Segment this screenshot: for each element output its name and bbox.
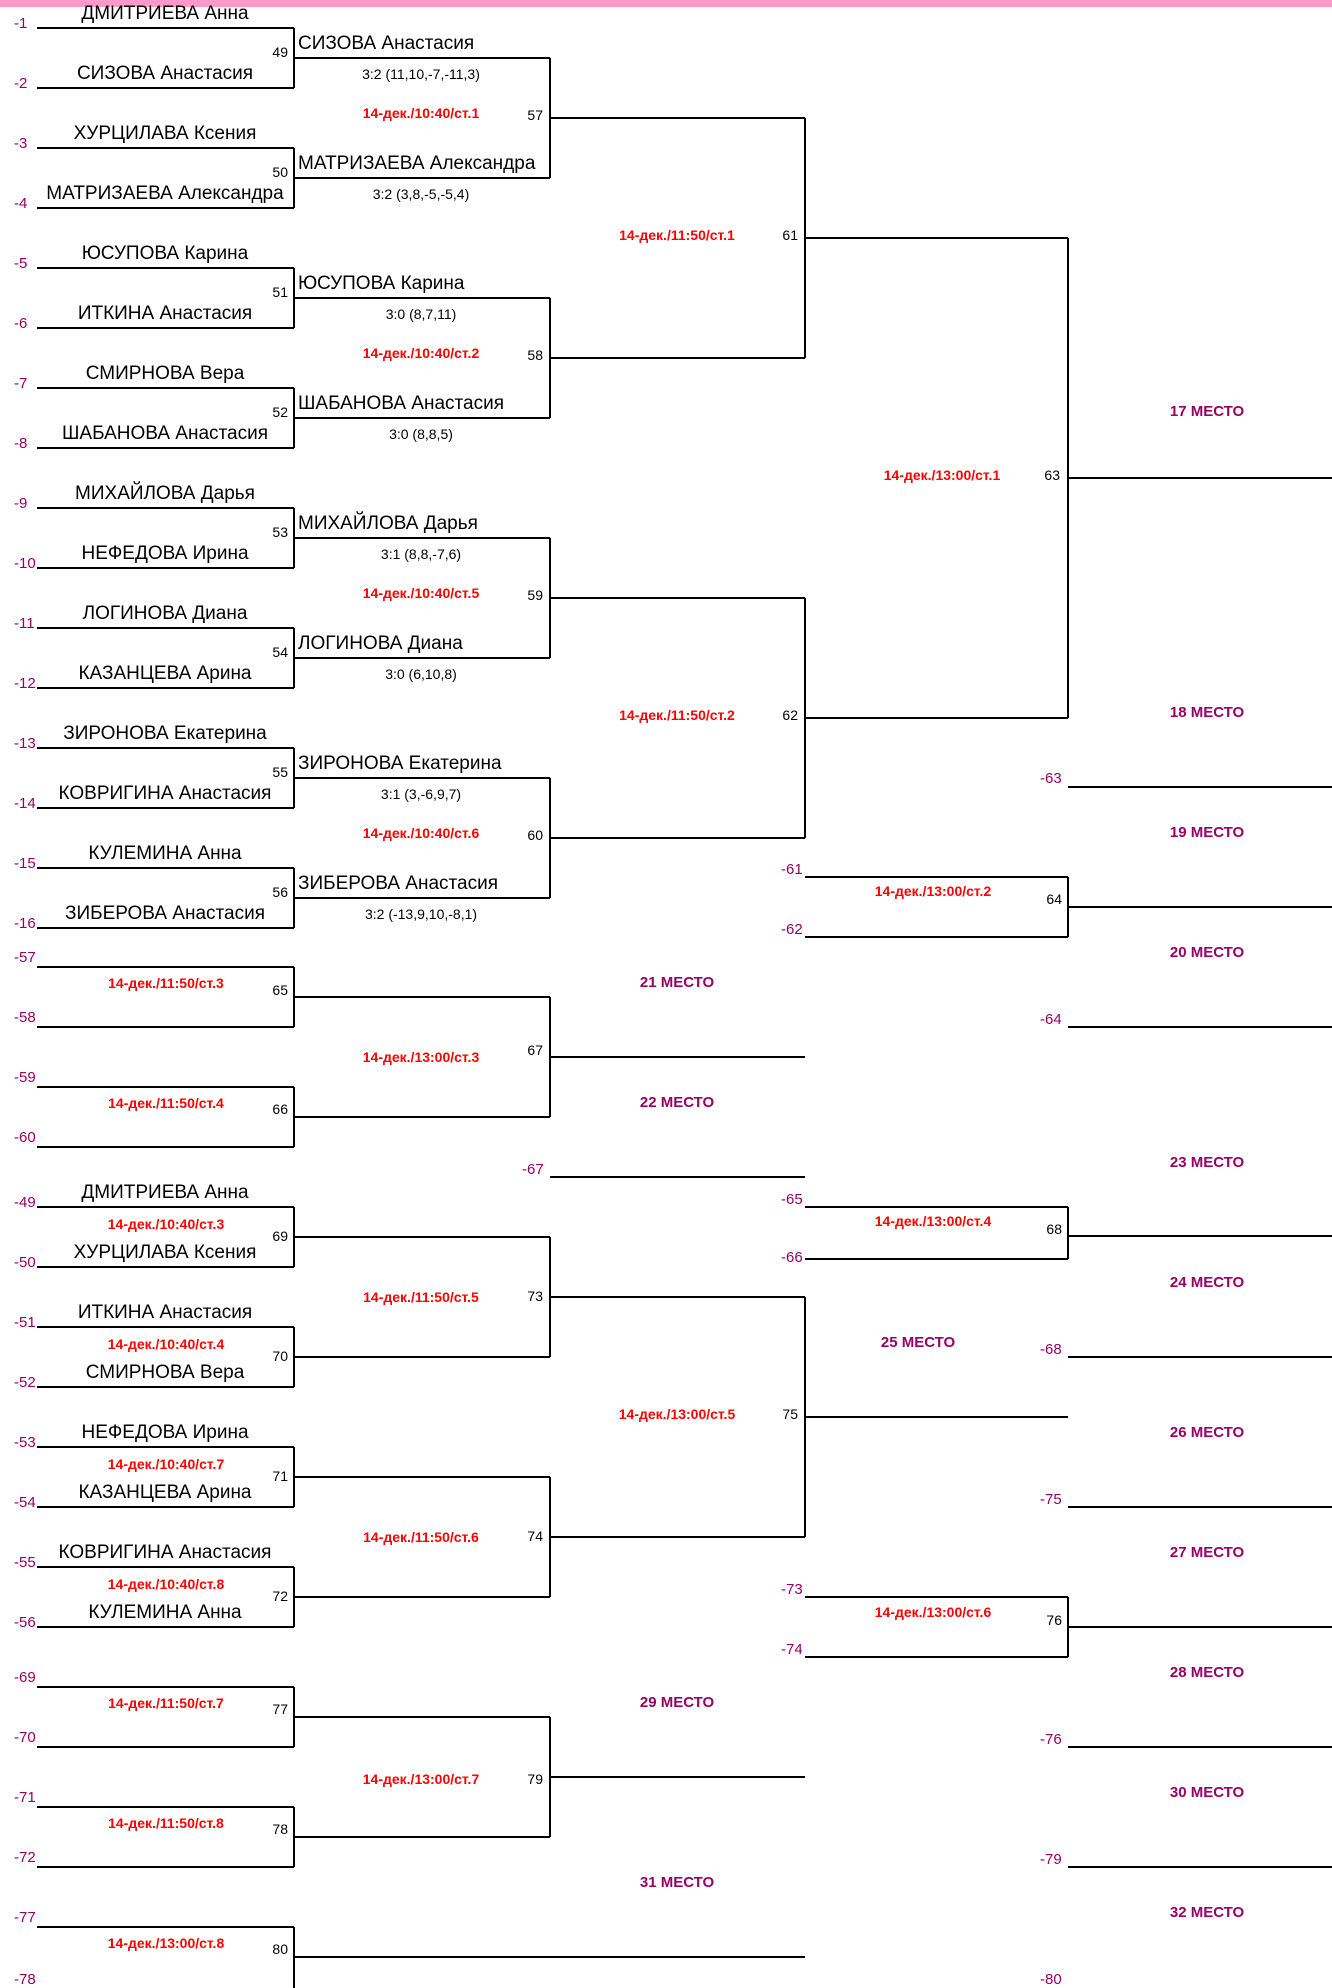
player-name: ИТКИНА Анастасия xyxy=(77,303,253,324)
match-schedule: 14-дек./13:00/ст.7 xyxy=(362,1771,480,1787)
place-label: 24 МЕСТО xyxy=(1169,1274,1245,1291)
seed-label: -16 xyxy=(14,915,36,932)
seed-label: -51 xyxy=(14,1314,36,1331)
match-schedule: 14-дек./10:40/ст.1 xyxy=(362,105,480,121)
seed-label: -9 xyxy=(14,495,28,512)
seed-label: -69 xyxy=(14,1669,36,1686)
player-name: КУЛЕМИНА Анна xyxy=(88,843,242,864)
match-schedule: 14-дек./13:00/ст.5 xyxy=(618,1406,736,1422)
seed-label: -1 xyxy=(14,15,28,32)
match-number: 67 xyxy=(527,1042,543,1058)
match-schedule: 14-дек./13:00/ст.6 xyxy=(874,1604,992,1620)
seed-label: -12 xyxy=(14,675,36,692)
match-schedule: 14-дек./11:50/ст.6 xyxy=(363,1529,479,1545)
winner-name: ЮСУПОВА Карина xyxy=(298,273,465,294)
match-number: 61 xyxy=(782,227,798,243)
seed-label: -66 xyxy=(781,1249,803,1266)
match-number: 50 xyxy=(272,164,288,180)
match-schedule: 14-дек./13:00/ст.4 xyxy=(874,1213,992,1229)
seed-label: -7 xyxy=(14,375,28,392)
match-number: 73 xyxy=(527,1288,543,1304)
winner-name: МИХАЙЛОВА Дарья xyxy=(298,513,478,534)
player-name: МИХАЙЛОВА Дарья xyxy=(75,483,255,504)
match-number: 62 xyxy=(782,707,798,723)
place-label: 21 МЕСТО xyxy=(639,974,715,991)
winner-name: ЗИРОНОВА Екатерина xyxy=(298,753,502,774)
match-schedule: 14-дек./10:40/ст.4 xyxy=(107,1336,225,1352)
match-schedule: 14-дек./13:00/ст.1 xyxy=(883,467,1001,483)
match-number: 65 xyxy=(272,982,288,998)
seed-label: -68 xyxy=(1040,1341,1062,1358)
seed-label: -15 xyxy=(14,855,36,872)
winner-name: СИЗОВА Анастасия xyxy=(298,33,475,54)
place-label: 26 МЕСТО xyxy=(1169,1424,1245,1441)
match-number: 59 xyxy=(527,587,543,603)
player-name: ЮСУПОВА Карина xyxy=(81,243,249,264)
place-label: 20 МЕСТО xyxy=(1169,944,1245,961)
match-number: 76 xyxy=(1046,1612,1062,1628)
match-score: 3:0 (8,8,5) xyxy=(389,426,453,442)
match-number: 74 xyxy=(527,1528,543,1544)
seed-label: -71 xyxy=(14,1789,36,1806)
player-name: МАТРИЗАЕВА Александра xyxy=(46,183,284,204)
seed-label: -61 xyxy=(781,861,803,878)
seed-label: -14 xyxy=(14,795,36,812)
match-score: 3:2 (3,8,-5,-5,4) xyxy=(372,186,470,202)
match-number: 79 xyxy=(527,1771,543,1787)
seed-label: -76 xyxy=(1040,1731,1062,1748)
match-number: 80 xyxy=(272,1941,288,1957)
match-number: 53 xyxy=(272,524,288,540)
winner-name: ЛОГИНОВА Диана xyxy=(298,633,463,654)
match-number: 75 xyxy=(782,1406,798,1422)
match-number: 66 xyxy=(272,1101,288,1117)
seed-label: -65 xyxy=(781,1191,803,1208)
seed-label: -80 xyxy=(1040,1971,1062,1988)
seed-label: -11 xyxy=(14,615,35,632)
match-schedule: 14-дек./11:50/ст.2 xyxy=(619,707,735,723)
seed-label: -67 xyxy=(522,1161,544,1178)
player-name: СМИРНОВА Вера xyxy=(85,363,245,384)
match-number: 49 xyxy=(272,44,288,60)
player-name: ХУРЦИЛАВА Ксения xyxy=(73,123,257,144)
seed-label: -2 xyxy=(14,75,28,92)
match-score: 3:1 (8,8,-7,6) xyxy=(380,546,462,562)
player-name: СМИРНОВА Вера xyxy=(85,1362,245,1383)
player-name: ЗИБЕРОВА Анастасия xyxy=(65,903,265,924)
player-name: КОВРИГИНА Анастасия xyxy=(58,783,272,804)
place-label: 23 МЕСТО xyxy=(1169,1154,1245,1171)
match-score: 3:2 (11,10,-7,-11,3) xyxy=(362,66,480,82)
seed-label: -72 xyxy=(14,1849,36,1866)
player-name: ДМИТРИЕВА Анна xyxy=(81,3,249,24)
match-number: 70 xyxy=(272,1348,288,1364)
match-number: 64 xyxy=(1046,891,1062,907)
match-schedule: 14-дек./10:40/ст.3 xyxy=(107,1216,225,1232)
seed-label: -63 xyxy=(1040,770,1062,787)
match-score: 3:0 (8,7,11) xyxy=(385,306,457,322)
match-number: 51 xyxy=(272,284,288,300)
seed-label: -57 xyxy=(14,949,36,966)
match-number: 56 xyxy=(272,884,288,900)
seed-label: -64 xyxy=(1040,1011,1062,1028)
match-score: 3:0 (6,10,8) xyxy=(385,666,457,682)
match-number: 71 xyxy=(272,1468,288,1484)
seed-label: -53 xyxy=(14,1434,36,1451)
match-number: 72 xyxy=(272,1588,288,1604)
player-name: КУЛЕМИНА Анна xyxy=(88,1602,242,1623)
player-name: КАЗАНЦЕВА Арина xyxy=(78,1482,252,1503)
seed-label: -56 xyxy=(14,1614,36,1631)
match-schedule: 14-дек./11:50/ст.7 xyxy=(108,1695,224,1711)
match-number: 52 xyxy=(272,404,288,420)
seed-label: -13 xyxy=(14,735,36,752)
place-label: 29 МЕСТО xyxy=(639,1694,715,1711)
match-schedule: 14-дек./13:00/ст.3 xyxy=(362,1049,480,1065)
seed-label: -78 xyxy=(14,1971,36,1988)
seed-label: -75 xyxy=(1040,1491,1062,1508)
winner-name: ШАБАНОВА Анастасия xyxy=(298,393,504,414)
player-name: СИЗОВА Анастасия xyxy=(76,63,254,84)
match-number: 77 xyxy=(272,1701,288,1717)
match-number: 55 xyxy=(272,764,288,780)
match-score: 3:2 (-13,9,10,-8,1) xyxy=(364,906,478,922)
match-number: 54 xyxy=(272,644,288,660)
seed-label: -74 xyxy=(781,1641,803,1658)
place-label: 32 МЕСТО xyxy=(1169,1904,1245,1921)
match-schedule: 14-дек./11:50/ст.8 xyxy=(108,1815,224,1831)
seed-label: -8 xyxy=(14,435,28,452)
seed-label: -62 xyxy=(781,921,803,938)
place-label: 17 МЕСТО xyxy=(1169,403,1245,420)
place-label: 28 МЕСТО xyxy=(1169,1664,1245,1681)
match-schedule: 14-дек./10:40/ст.6 xyxy=(362,825,480,841)
player-name: ИТКИНА Анастасия xyxy=(77,1302,253,1323)
player-name: ЗИРОНОВА Екатерина xyxy=(63,723,267,744)
seed-label: -49 xyxy=(14,1194,36,1211)
seed-label: -79 xyxy=(1040,1851,1062,1868)
match-number: 57 xyxy=(527,107,543,123)
place-label: 30 МЕСТО xyxy=(1169,1784,1245,1801)
seed-label: -5 xyxy=(14,255,28,272)
player-name: КОВРИГИНА Анастасия xyxy=(58,1542,272,1563)
player-name: ЛОГИНОВА Диана xyxy=(82,603,248,624)
match-schedule: 14-дек./10:40/ст.8 xyxy=(107,1576,225,1592)
match-score: 3:1 (3,-6,9,7) xyxy=(380,786,462,802)
seed-label: -59 xyxy=(14,1069,36,1086)
seed-label: -6 xyxy=(14,315,28,332)
match-number: 63 xyxy=(1044,467,1060,483)
place-label: 19 МЕСТО xyxy=(1169,824,1245,841)
place-label: 18 МЕСТО xyxy=(1169,704,1245,721)
player-name: ХУРЦИЛАВА Ксения xyxy=(73,1242,257,1263)
place-label: 25 МЕСТО xyxy=(880,1334,956,1351)
winner-name: ЗИБЕРОВА Анастасия xyxy=(298,873,498,894)
seed-label: -73 xyxy=(781,1581,803,1598)
seed-label: -60 xyxy=(14,1129,36,1146)
seed-label: -10 xyxy=(14,555,36,572)
match-number: 68 xyxy=(1046,1221,1062,1237)
seed-label: -77 xyxy=(14,1909,36,1926)
match-schedule: 14-дек./10:40/ст.2 xyxy=(362,345,480,361)
seed-label: -58 xyxy=(14,1009,36,1026)
match-schedule: 14-дек./11:50/ст.3 xyxy=(108,975,224,991)
match-schedule: 14-дек./10:40/ст.7 xyxy=(107,1456,225,1472)
seed-label: -4 xyxy=(14,195,28,212)
winner-name: МАТРИЗАЕВА Александра xyxy=(298,153,536,174)
match-schedule: 14-дек./10:40/ст.5 xyxy=(362,585,480,601)
match-schedule: 14-дек./13:00/ст.2 xyxy=(874,883,992,899)
player-name: ШАБАНОВА Анастасия xyxy=(62,423,268,444)
match-number: 78 xyxy=(272,1821,288,1837)
match-schedule: 14-дек./11:50/ст.5 xyxy=(363,1289,479,1305)
seed-label: -55 xyxy=(14,1554,36,1571)
match-schedule: 14-дек./13:00/ст.8 xyxy=(107,1935,225,1951)
match-schedule: 14-дек./11:50/ст.4 xyxy=(108,1095,224,1111)
player-name: НЕФЕДОВА Ирина xyxy=(81,1422,249,1443)
player-name: КАЗАНЦЕВА Арина xyxy=(78,663,252,684)
seed-label: -3 xyxy=(14,135,28,152)
player-name: НЕФЕДОВА Ирина xyxy=(81,543,249,564)
place-label: 31 МЕСТО xyxy=(639,1874,715,1891)
place-label: 22 МЕСТО xyxy=(639,1094,715,1111)
match-schedule: 14-дек./11:50/ст.1 xyxy=(619,227,735,243)
match-number: 69 xyxy=(272,1228,288,1244)
match-number: 58 xyxy=(527,347,543,363)
match-number: 60 xyxy=(527,827,543,843)
seed-label: -50 xyxy=(14,1254,36,1271)
player-name: ДМИТРИЕВА Анна xyxy=(81,1182,249,1203)
seed-label: -52 xyxy=(14,1374,36,1391)
seed-label: -54 xyxy=(14,1494,36,1511)
place-label: 27 МЕСТО xyxy=(1169,1544,1245,1561)
seed-label: -70 xyxy=(14,1729,36,1746)
